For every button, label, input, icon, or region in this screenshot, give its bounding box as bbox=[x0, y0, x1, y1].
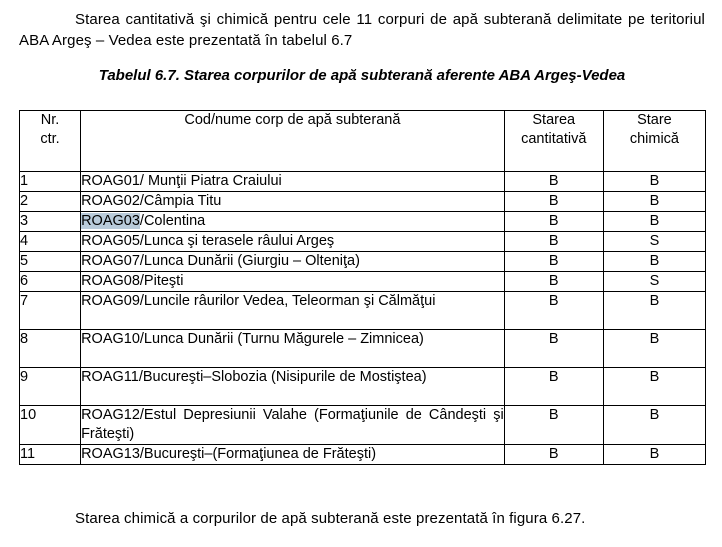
intro-paragraph bbox=[19, 9, 705, 51]
row-number-cell: 1 bbox=[20, 172, 81, 192]
table-row bbox=[20, 252, 706, 272]
chemical-status-cell: B bbox=[603, 445, 705, 465]
row-number-cell: 9 bbox=[20, 368, 81, 406]
table-row bbox=[20, 445, 706, 465]
table-row bbox=[20, 212, 706, 232]
quantitative-status-cell: B bbox=[504, 272, 603, 292]
water-body-name-cell: ROAG07/Lunca Dunării (Giurgiu – Olteniţa) bbox=[81, 252, 505, 272]
table-caption bbox=[19, 66, 705, 86]
table-body bbox=[20, 172, 706, 465]
water-body-name-cell: ROAG09/Luncile râurilor Vedea, Teleorman şi Călmăţui bbox=[81, 292, 505, 330]
chemical-status-cell: B bbox=[603, 192, 705, 212]
table-row bbox=[20, 406, 706, 445]
chemical-status-cell: B bbox=[603, 292, 705, 330]
water-body-name-rest: /Colentina bbox=[139, 213, 206, 229]
water-body-name-cell: ROAG01/ Munţii Piatra Craiului bbox=[81, 172, 505, 192]
water-body-name-cell: ROAG11/Bucureşti–Slobozia (Nisipurile de Mostiştea) bbox=[81, 368, 505, 406]
row-number-cell: 2 bbox=[20, 192, 81, 212]
quantitative-status-cell: B bbox=[504, 292, 603, 330]
column-header-quantitative bbox=[504, 111, 603, 172]
chemical-status-cell: B bbox=[603, 406, 705, 445]
row-number-cell: 10 bbox=[20, 406, 81, 445]
chemical-status-cell: B bbox=[603, 252, 705, 272]
groundwater-status-table-wrapper bbox=[19, 110, 706, 465]
quantitative-status-cell: B bbox=[504, 172, 603, 192]
water-body-name-cell: ROAG12/Estul Depresiunii Valahe (Formaţiunile de Cândeşti şi Frăteşti) bbox=[81, 406, 505, 445]
chemical-status-cell: B bbox=[603, 212, 705, 232]
table-row bbox=[20, 330, 706, 368]
water-body-name-cell: ROAG02/Câmpia Titu bbox=[81, 192, 505, 212]
column-header-name bbox=[81, 111, 505, 172]
water-body-name-cell: ROAG08/Piteşti bbox=[81, 272, 505, 292]
column-header-chemical bbox=[603, 111, 705, 172]
quantitative-status-cell: B bbox=[504, 192, 603, 212]
quantitative-status-cell: B bbox=[504, 406, 603, 445]
column-header-quantitative-line2: cantitativă bbox=[521, 131, 587, 147]
water-body-name-cell: ROAG05/Lunca şi terasele râului Argeş bbox=[81, 232, 505, 252]
row-number-cell: 11 bbox=[20, 445, 81, 465]
chemical-status-cell: S bbox=[603, 272, 705, 292]
row-number-cell: 5 bbox=[20, 252, 81, 272]
groundwater-status-table bbox=[19, 110, 706, 465]
column-header-quantitative-line1: Starea bbox=[532, 112, 576, 128]
table-row bbox=[20, 272, 706, 292]
column-header-chemical-line1: Stare bbox=[637, 112, 672, 128]
footer-paragraph-text: Starea chimică a corpurilor de apă subterană este prezentată în figura 6.27. bbox=[75, 510, 586, 527]
quantitative-status-cell: B bbox=[504, 368, 603, 406]
row-number-cell: 6 bbox=[20, 272, 81, 292]
quantitative-status-cell: B bbox=[504, 330, 603, 368]
table-head bbox=[20, 111, 706, 172]
quantitative-status-cell: B bbox=[504, 232, 603, 252]
row-number-cell: 8 bbox=[20, 330, 81, 368]
table-row bbox=[20, 232, 706, 252]
table-caption-text: Tabelul 6.7. Starea corpurilor de apă subterană aferente ABA Argeş-Vedea bbox=[98, 67, 626, 84]
quantitative-status-cell: B bbox=[504, 212, 603, 232]
column-header-chemical-line2: chimică bbox=[629, 131, 679, 147]
row-number-cell: 4 bbox=[20, 232, 81, 252]
intro-paragraph-text: Starea cantitativă şi chimică pentru cele 11 corpuri de apă subterană delimitate pe teritoriul ABA Argeş – Vedea este prezentată în tabelul 6.7 bbox=[19, 11, 705, 49]
water-body-name-cell bbox=[81, 212, 505, 232]
water-body-name-cell: ROAG10/Lunca Dunării (Turnu Măgurele – Zimnicea) bbox=[81, 330, 505, 368]
column-header-nr bbox=[20, 111, 81, 172]
column-header-name-text: Cod/nume corp de apă subterană bbox=[184, 112, 401, 128]
row-number-cell: 3 bbox=[20, 212, 81, 232]
column-header-nr-line1: Nr. bbox=[40, 112, 60, 128]
table-row bbox=[20, 192, 706, 212]
chemical-status-cell: B bbox=[603, 330, 705, 368]
table-row bbox=[20, 172, 706, 192]
chemical-status-cell: S bbox=[603, 232, 705, 252]
highlighted-code: ROAG03 bbox=[81, 213, 140, 229]
quantitative-status-cell: B bbox=[504, 252, 603, 272]
table-row bbox=[20, 368, 706, 406]
column-header-nr-line2: ctr. bbox=[40, 131, 60, 147]
chemical-status-cell: B bbox=[603, 368, 705, 406]
table-row bbox=[20, 292, 706, 330]
footer-paragraph bbox=[19, 508, 705, 529]
quantitative-status-cell: B bbox=[504, 445, 603, 465]
table-header-row bbox=[20, 111, 706, 172]
water-body-name-cell: ROAG13/Bucureşti–(Formaţiunea de Frăteşti) bbox=[81, 445, 505, 465]
row-number-cell: 7 bbox=[20, 292, 81, 330]
chemical-status-cell: B bbox=[603, 172, 705, 192]
